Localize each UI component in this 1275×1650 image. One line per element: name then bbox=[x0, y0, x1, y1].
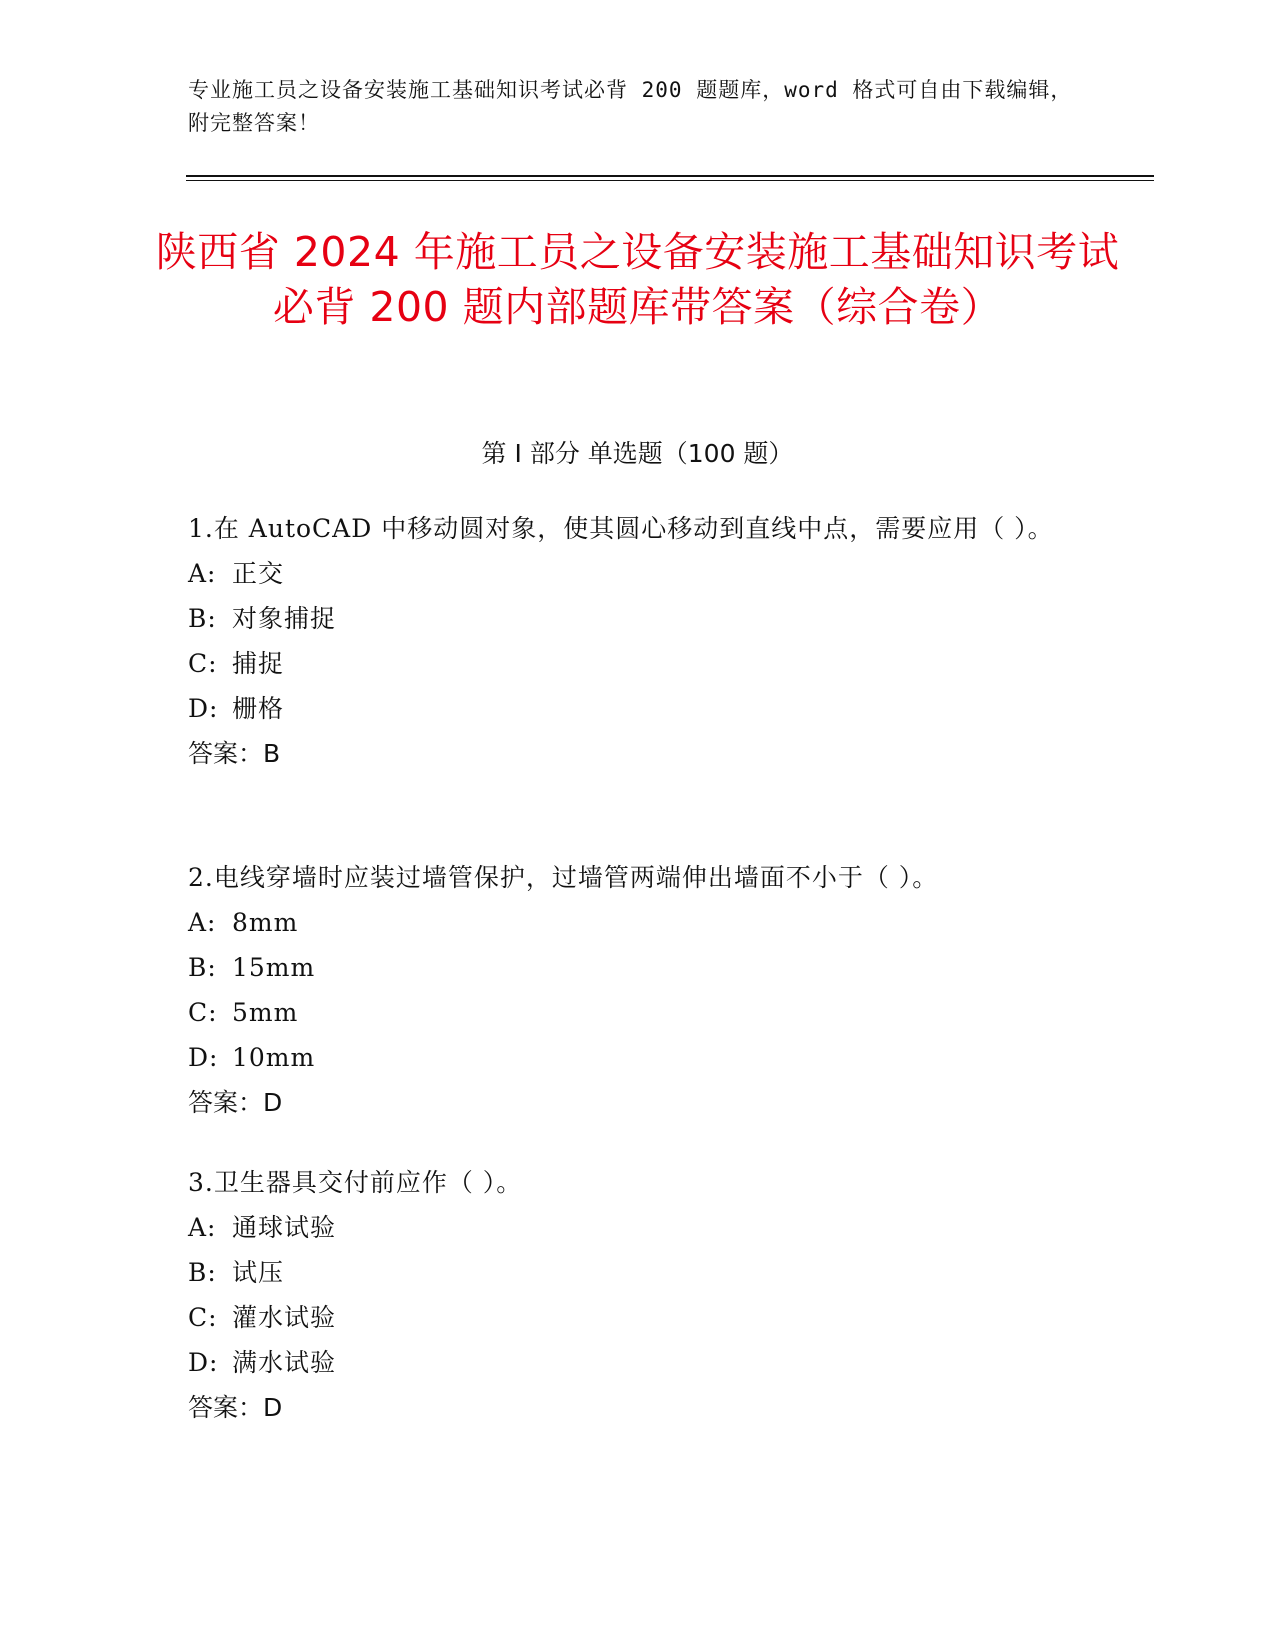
question-1 bbox=[188, 506, 1068, 776]
option-label: C: bbox=[188, 1303, 218, 1332]
option-label: D: bbox=[188, 694, 219, 723]
option-text: 10mm bbox=[232, 1043, 316, 1072]
option-text: 灌水试验 bbox=[232, 1303, 337, 1332]
option-text: 栅格 bbox=[232, 694, 285, 723]
header-divider-thin bbox=[186, 180, 1154, 181]
option-d bbox=[188, 1035, 1068, 1080]
option-d bbox=[188, 1340, 1068, 1385]
question-stem: 1.在 AutoCAD 中移动圆对象，使其圆心移动到直线中点，需要应用（ ）。 bbox=[188, 514, 1054, 543]
option-c bbox=[188, 990, 1068, 1035]
option-label: A: bbox=[188, 559, 217, 588]
option-label: C: bbox=[188, 998, 218, 1027]
option-c bbox=[188, 641, 1068, 686]
option-label: D: bbox=[188, 1348, 219, 1377]
option-label: A: bbox=[188, 908, 217, 937]
option-label: A: bbox=[188, 1213, 217, 1242]
option-b bbox=[188, 1250, 1068, 1295]
option-text: 8mm bbox=[232, 908, 299, 937]
question-stem: 2.电线穿墙时应装过墙管保护，过墙管两端伸出墙面不小于（ ）。 bbox=[188, 863, 939, 892]
option-text: 对象捕捉 bbox=[232, 604, 337, 633]
question-3 bbox=[188, 1160, 1068, 1430]
option-text: 试压 bbox=[232, 1258, 285, 1287]
section-title: 第 I 部分 单选题（100 题） bbox=[481, 439, 794, 468]
option-text: 5mm bbox=[232, 998, 299, 1027]
option-text: 正交 bbox=[232, 559, 285, 588]
answer: 答案：D bbox=[188, 1088, 283, 1117]
option-a bbox=[188, 1205, 1068, 1250]
option-text: 通球试验 bbox=[232, 1213, 337, 1242]
document-title: 陕西省 2024 年施工员之设备安装施工基础知识考试必背 200 题内部题库带答案（综合卷） bbox=[155, 228, 1120, 331]
option-b bbox=[188, 945, 1068, 990]
header-divider-thick bbox=[186, 175, 1154, 177]
answer: 答案：D bbox=[188, 1393, 283, 1422]
header-note: 专业施工员之设备安装施工基础知识考试必背 200 题题库，word 格式可自由下载编辑，附完整答案！ bbox=[188, 78, 1073, 135]
option-text: 15mm bbox=[232, 953, 316, 982]
option-label: B: bbox=[188, 1258, 217, 1287]
option-label: D: bbox=[188, 1043, 219, 1072]
option-b bbox=[188, 596, 1068, 641]
option-text: 捕捉 bbox=[232, 649, 285, 678]
option-d bbox=[188, 686, 1068, 731]
option-label: B: bbox=[188, 953, 217, 982]
question-2 bbox=[188, 855, 1068, 1125]
option-a bbox=[188, 900, 1068, 945]
answer: 答案：B bbox=[188, 739, 281, 768]
option-label: C: bbox=[188, 649, 218, 678]
option-a bbox=[188, 551, 1068, 596]
question-stem: 3.卫生器具交付前应作（ ）。 bbox=[188, 1168, 523, 1197]
option-text: 满水试验 bbox=[232, 1348, 337, 1377]
option-label: B: bbox=[188, 604, 217, 633]
option-c bbox=[188, 1295, 1068, 1340]
